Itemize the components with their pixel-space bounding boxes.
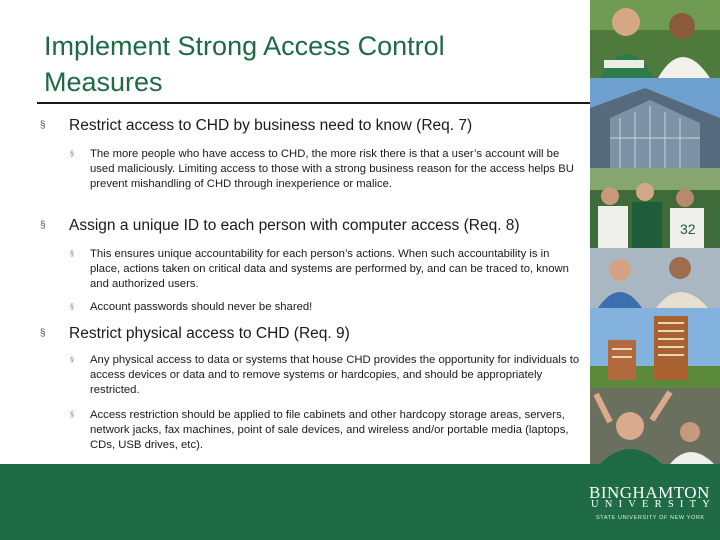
bullet-marker: §	[40, 120, 46, 131]
slide-title-line-1: Implement Strong Access Control	[44, 31, 445, 61]
sub-bullet-item	[70, 300, 580, 315]
university-logo-name: BINGHAMTON	[589, 483, 710, 502]
bullet-text: Assign a unique ID to each person with computer access (Req. 8)	[69, 217, 520, 234]
sub-bullet-item	[70, 408, 580, 453]
sub-bullet-marker: §	[70, 304, 74, 311]
team-photo	[590, 168, 720, 248]
students-photo	[590, 0, 720, 78]
crowd-photo	[590, 388, 720, 464]
sub-bullet-marker: §	[70, 251, 74, 258]
sub-bullet-item	[70, 247, 580, 292]
building-photo	[590, 78, 720, 168]
sub-bullet-item	[70, 353, 580, 398]
tower-photo	[590, 308, 720, 388]
bullet-marker: §	[40, 220, 46, 231]
bullet-text: Restrict physical access to CHD (Req. 9)	[69, 325, 350, 342]
study-photo	[590, 248, 720, 308]
sub-bullet-marker: §	[70, 412, 74, 419]
sub-bullet-marker: §	[70, 151, 74, 158]
sub-bullet-text: Any physical access to data or systems that house CHD provides the opportunity for individuals to access devices or data and to remove systems or hardcopies, and should be appropriately restricted.	[90, 354, 580, 396]
svg-text:32: 32	[680, 221, 696, 237]
sub-bullet-text: The more people who have access to CHD, the more risk there is that a user’s account will be used maliciously. Limiting access to those with a strong business reason for the access helps BU prevent mishandling of CHD through inexperience or malice.	[90, 148, 574, 190]
slide-title	[44, 28, 584, 100]
sub-bullet-text: Account passwords should never be shared!	[90, 301, 313, 313]
sub-bullet-marker: §	[70, 357, 74, 364]
university-logo-tagline: STATE UNIVERSITY OF NEW YORK	[596, 515, 705, 521]
sub-bullet-text: This ensures unique accountability for each person’s actions. When such accountability is in place, actions taken on critical data and systems are performed by, and can be traced to, known and authorized users.	[90, 248, 569, 290]
bullet-marker: §	[40, 328, 46, 339]
title-underline	[37, 102, 590, 104]
photo-strip	[590, 0, 720, 464]
sub-bullet-text: Access restriction should be applied to file cabinets and other hardcopy storage areas, servers, network jacks, fax machines, point of sale devices, and wireless and/or portable media (laptops, CDs, USB drives, etc).	[90, 409, 569, 451]
university-logo-subtitle: UNIVERSITY	[591, 499, 716, 510]
sub-bullet-item	[70, 147, 580, 192]
slide-title-line-2: Measures	[44, 67, 163, 97]
bullet-text: Restrict access to CHD by business need to know (Req. 7)	[69, 117, 473, 134]
